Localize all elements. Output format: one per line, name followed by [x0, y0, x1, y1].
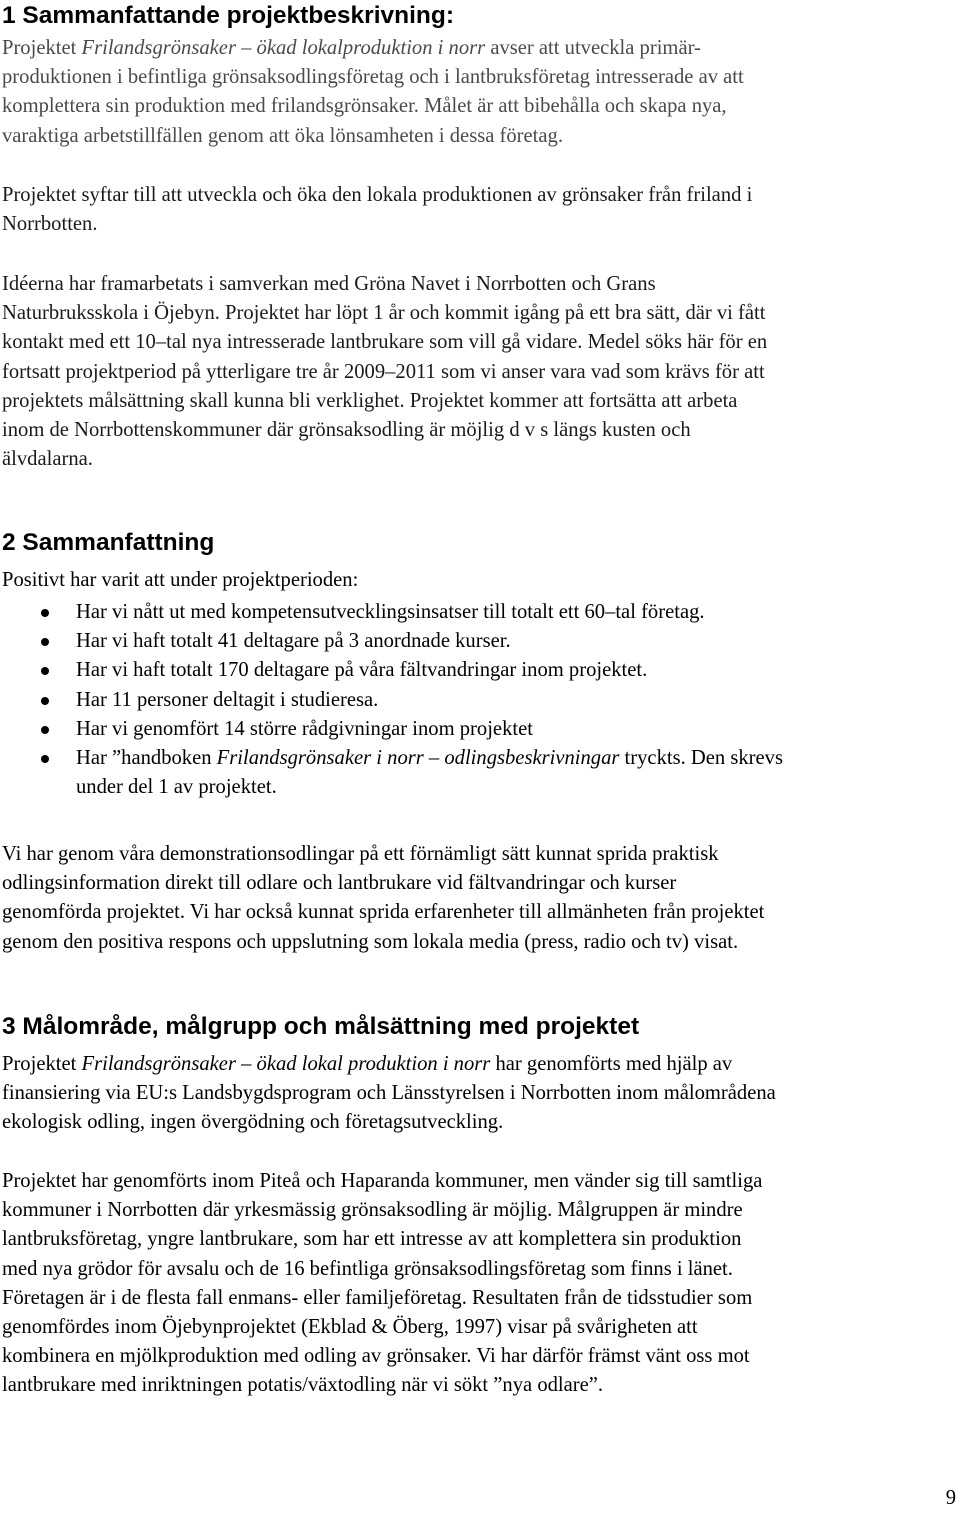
section-3-paragraph-2: Projektet har genomförts inom Piteå och Haparanda kommuner, men vänder sig till samtliga kommuner i Norrbotten där yrkesmässig grönsaksodling är möjlig. Målgruppen är mindre lantbruksföretag, yngre lantbrukare, som har ett intresse av att komplettera sin produktion med nya grödor för avsalu och de 16 befintliga grönsaksodlingsföretag som finns i länet. Företagen är i de flesta fall enmans- eller familjeföretag. Resultaten från de tidsstudier som genomfördes inom Öjebynprojektet (Ekblad & Öberg, 1997) visar på svårigheten att kombinera en mjölkproduktion med odling av grönsaker. Vi har därför främst vänt oss mot lantbrukare med inriktningen potatis/växtodling när vi sökt ”nya odlare”.	[2, 1170, 763, 1397]
section-1-paragraph-3: Idéerna har framarbetats i samverkan med Gröna Navet i Norrbotten och Grans Naturbruksskola i Öjebyn. Projektet har löpt 1 år och kommit igång på ett bra sätt, där vi fått kontakt med ett 10–tal nya intresserade lantbrukare som vill gå vidare. Medel söks här för en fortsatt projektperiod på ytterligare tre år 2009–2011 som vi anser vara vad som krävs för att projektets målsättning skall kunna bli verklighet. Projektet kommer att fortsätta att arbeta inom de Norrbottenskommuner där grönsaksodling är möjlig d v s längs kusten och älvdalarna.	[2, 273, 768, 471]
list-item: Har 11 personer deltagit i studieresa.	[2, 686, 960, 715]
list-item: Har vi haft totalt 170 deltagare på våra fältvandringar inom projektet.	[2, 656, 960, 685]
section-2-paragraph-1: Vi har genom våra demonstrationsodlingar på ett förnämligt sätt kunnat sprida praktisk odlingsinformation direkt till odlare och lantbrukare vid fältvandringar och kurser genomförda projektet. Vi har också kunnat sprida erfarenheter till allmänheten från projektet genom den positiva respons och uppslutning som lokala media (press, radio och tv) visat.	[2, 843, 765, 953]
bullet-icon	[41, 697, 49, 705]
section-1-heading: 1 Sammanfattande projektbeskrivning:	[2, 2, 455, 29]
list-item: Har vi nått ut med kompetensutvecklingsinsatser till totalt ett 60–tal företag.	[2, 598, 960, 627]
section-2-bullet-list	[2, 598, 960, 802]
handbook-title-emphasis: Frilandsgrönsaker i norr – odlingsbeskrivningar	[216, 747, 620, 770]
list-item: Har vi genomfört 14 större rådgivningar inom projektet	[2, 715, 960, 744]
bullet-icon	[41, 667, 49, 675]
list-item: Har ”handboken Frilandsgrönsaker i norr – odlingsbeskrivningar tryckts. Den skrevs under del 1 av projektet.	[2, 744, 960, 802]
project-title-emphasis: Frilandsgrönsaker – ökad lokal produktion i norr	[81, 1053, 491, 1075]
section-3-heading: 3 Målområde, målgrupp och målsättning med projektet	[2, 1013, 640, 1040]
bullet-icon	[41, 638, 49, 646]
bullet-icon	[41, 755, 49, 763]
bullet-icon	[41, 609, 49, 617]
section-1-paragraph-2: Projektet syftar till att utveckla och öka den lokala produktionen av grönsaker från friland i Norrbotten.	[2, 184, 753, 236]
page-number: 9	[945, 1487, 956, 1509]
section-2-intro: Positivt har varit att under projektperioden:	[2, 569, 359, 591]
section-1-body	[2, 34, 952, 151]
section-1-paragraph-1: Projektet Frilandsgrönsaker – ökad lokalproduktion i norr avser att utveckla primär- produktionen i befintliga grönsaksodlingsföretag och i lantbruksföretag intresserade av att komplettera sin produktion med frilandsgrönsaker. Målet är att bibehålla och skapa nya, varaktiga arbetstillfällen genom att öka lönsamheten i dessa företag.	[2, 37, 744, 147]
project-title-emphasis: Frilandsgrönsaker – ökad lokalproduktion i norr	[81, 37, 486, 59]
bullet-icon	[41, 726, 49, 734]
section-2-heading: 2 Sammanfattning	[2, 529, 215, 556]
list-item: Har vi haft totalt 41 deltagare på 3 anordnade kurser.	[2, 627, 960, 656]
section-3-paragraph-1: Projektet Frilandsgrönsaker – ökad lokal produktion i norr har genomförts med hjälp av finansiering via EU:s Landsbygdsprogram och Länsstyrelsen i Norrbotten inom målområdena ekologisk odling, ingen övergödning och företagsutveckling.	[2, 1053, 776, 1134]
